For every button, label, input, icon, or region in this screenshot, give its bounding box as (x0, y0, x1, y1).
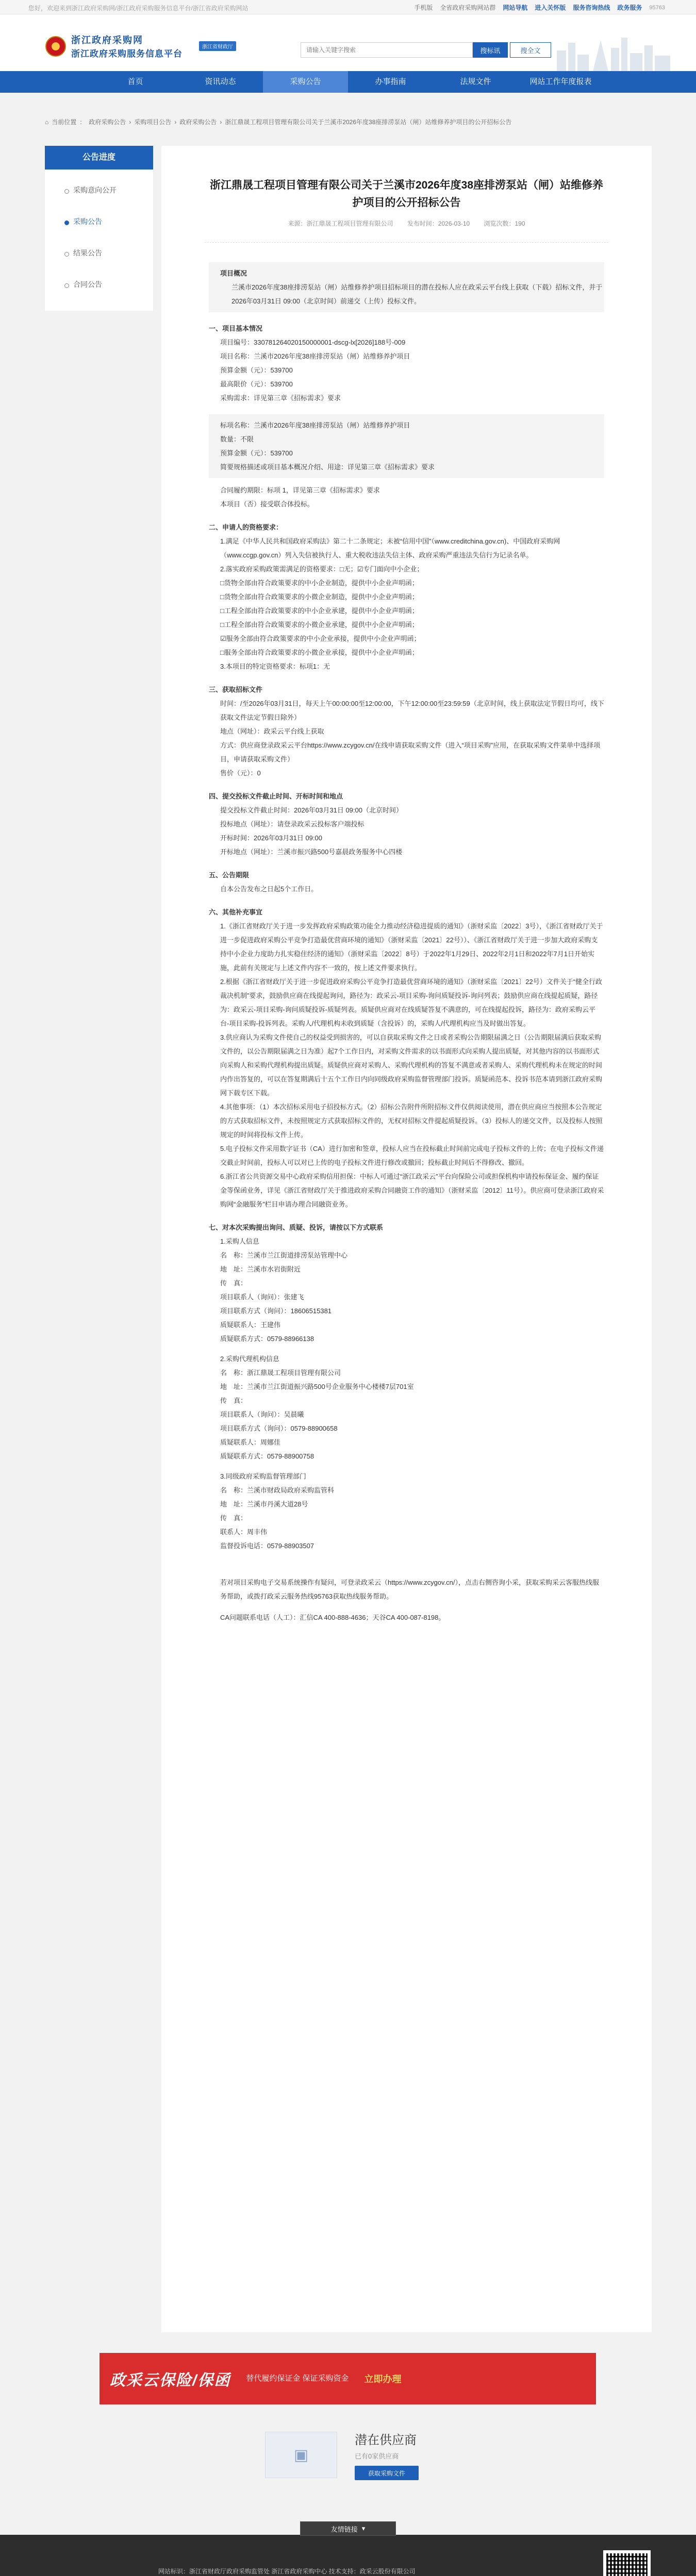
article-panel (161, 146, 652, 2332)
sidebar-item-announcement[interactable]: 采购公告 (45, 206, 153, 238)
contact-line: 传 真： (220, 1279, 247, 1287)
contact-line: 地 址：兰溪市丹溪大道28号 (220, 1500, 308, 1508)
hotline-number: 95763 (649, 4, 665, 11)
section-line: 3.本项目的特定资格要求：标项1：无 (220, 663, 330, 670)
contact-line: 质疑联系人：王建伟 (220, 1321, 281, 1329)
contact-line: 地 址：兰溪市水岩街附近 (220, 1265, 301, 1273)
wechat-qr-code-icon (603, 2550, 651, 2576)
breadcrumb-current: 浙江鼎晟工程项目管理有限公司关于兰溪市2026年度38座排涝泵站（闸）站维修养护项目的公开招标公告 (225, 118, 512, 126)
section-title: 二、申请人的资格要求： (209, 523, 283, 531)
national-emblem-icon (45, 36, 66, 57)
contact-line: 质疑联系人：周娜佳 (220, 1438, 281, 1446)
site-logo[interactable] (45, 33, 183, 59)
progress-sidebar (45, 146, 153, 311)
lot-line: 标项名称：兰溪市2026年度38座排涝泵站（闸）站维修养护项目 (220, 421, 410, 429)
section-line: 3.供应商认为采购文件使自己的权益受到损害的，可以自获取采购文件之日或者采购公告期限届满之日（公告期限届满后获取采购文件的，以公告期限届满之日为准）起7个工作日内，对采购文件需求的以书面形式向采购人提出质疑，对其他内容的以书面形式向采购人和采购代理机构提出质疑。质疑供应商对采购人、采购代理机构的答复不满意或者采购人、采购代理机构未在规定的时间内作出答复的，可以在答复期满后十五个工作日内向同级政府采购监督管理部门投诉。质疑函范本、投诉书范本请到浙江政府采购网下载专区下载。 (220, 1033, 603, 1097)
sidebar-title: 公告进度 (45, 146, 153, 170)
gov-service-link[interactable]: 政务服务 (617, 4, 642, 11)
banner-cta[interactable]: 立即办理 (364, 2374, 402, 2384)
lot-line: 预算金额（元）：539700 (220, 449, 293, 457)
lot-line: 简要规格描述或项目基本概况介绍、用途：详见第三章《招标需求》要求 (220, 463, 435, 471)
section-line: 合同履约期限：标项 1，详见第三章《招标需求》要求 (220, 486, 380, 494)
section-line: ☑服务全部由符合政策要求的中小企业承接，提供中小企业声明函； (220, 635, 421, 642)
nav-news[interactable]: 资讯动态 (205, 77, 236, 86)
article-views: 浏览次数：190 (484, 220, 525, 227)
hotline-link[interactable]: 服务咨询热线 (573, 4, 610, 11)
section-line: 投标地点（网址）：请登录政采云投标客户端投标 (220, 820, 364, 828)
section-line: 预算金额（元）：539700 (220, 366, 293, 374)
contact-line: 监督投诉电话：0579-88903507 (220, 1542, 314, 1550)
contact-line: 传 真： (220, 1514, 247, 1522)
article-title: 浙江鼎晟工程项目管理有限公司关于兰溪市2026年度38座排涝泵站（闸）站维修养护项目的公开招标公告 (209, 179, 604, 209)
section-title: 五、公告期限 (209, 871, 250, 879)
skyline-illustration-icon (552, 30, 675, 71)
breadcrumb-item[interactable]: 政府采购公告 (89, 118, 126, 126)
contact-line: 联系人：周丰伟 (220, 1528, 268, 1536)
section-title: 四、提交投标文件截止时间、开标时间和地点 (209, 792, 343, 800)
section-line: 1.满足《中华人民共和国政府采购法》第二十二条规定；未被“信用中国”（www.creditchina.gov.cn)、中国政府采购网（www.ccgp.gov.cn）列入失信被执行人、重大税收违法失信主体、政府采购严重违法失信行为记录名单。 (220, 537, 560, 559)
section-line: 4.其他事项：（1）本次招标采用电子招投标方式。（2）招标公告附件所附招标文件仅供阅读使用，潜在供应商应当按照本公告规定的方式获取招标文件，未按照规定方式获取招标文件的，无权对招标文件提起质疑投诉。（3）投标人的递交文件，以及投标人按照规定的时间将投标文件上传。 (220, 1103, 603, 1139)
section-line: 项目编号：330781264020150000001-dscg-lx[2026]188号-009 (220, 338, 406, 346)
banner-subtitle: 替代履约保证金 保证采购资金 (246, 2374, 349, 2383)
section-line: 5.电子投标文件采用数字证书（CA）进行加密和签章，投标人应当在投标截止时间前完成电子投标文件的上传；在电子投标文件递交截止时间前，投标人可以对已上传的电子投标文件进行修改或撤回；投标截止时间后不得修改、撤回。 (220, 1145, 604, 1166)
sidebar-item-contract[interactable]: 合同公告 (45, 269, 153, 300)
contact-line: 质疑联系方式：0579-88966138 (220, 1335, 314, 1343)
section-line: 地点（网址）：政采云平台线上获取 (220, 727, 324, 735)
site-header (0, 14, 696, 71)
section-title: 三、获取招标文件 (209, 686, 263, 693)
summary-box (209, 262, 604, 312)
section-title: 六、其他补充事宜 (209, 908, 263, 916)
article-source: 来源：浙江鼎晟工程项目管理有限公司 (288, 220, 393, 227)
main-nav (0, 71, 696, 93)
section-title: 七、对本次采购提出询问、质疑、投诉，请按以下方式联系 (209, 1224, 384, 1231)
top-notice: 您好，欢迎来到浙江政府采购网/浙江政府采购服务信息平台/浙江省政府采购网站 (28, 5, 248, 12)
section-line: 售价（元）：0 (220, 769, 261, 777)
section-line: 2.根据《浙江省财政厅关于进一步促进政府采购公平竞争打造最优营商环境的通知》（浙财采监〔2021〕22号）文件关于“健全行政裁决机制”要求，鼓励供应商在线提起询问，路径为：政采云-项目采购-询问质疑投诉-询问列表；鼓励供应商在线提起质疑，路径为：政采云-项目采购-询问质疑投诉-质疑列表。质疑供应商对在线质疑答复不满意的，可在线提起投诉，路径为：政府采购云平台-项目采购-投诉列表。采购人/代理机构未收到质疑（含投诉）的，采购人/代理机构应当及时做出答复。 (220, 978, 603, 1027)
chevron-down-icon: ▾ (361, 2524, 366, 2532)
home-icon: ⌂ (45, 118, 49, 126)
care-mode-link[interactable]: 进入关怀版 (535, 4, 566, 11)
search-bid-button[interactable]: 搜标讯 (473, 42, 508, 58)
supplier-title: 潜在供应商 (355, 2433, 417, 2447)
section-line: 方式：供应商登录政采云平台https://www.zcygov.cn/在线申请获取采购文件（进入“项目采购”应用，在获取采购文件菜单中选择项目，申请获取采购文件） (220, 741, 601, 763)
sidebar-item-result[interactable]: 结果公告 (45, 238, 153, 269)
top-bar (0, 0, 696, 14)
contact-line: 项目联系人（询问）：吴晨曦 (220, 1411, 304, 1418)
contact-line: 项目联系方式（询问）：0579-88900658 (220, 1425, 338, 1432)
section-line: □货物全部由符合政策要求的小微企业制造，提供中小企业声明函； (220, 593, 419, 601)
footer-line: 网站标识：浙江省财政厅政府采购监管处 浙江省政府采购中心 技术支持：政采云股份有限公司 (158, 2568, 416, 2575)
logo-subtitle: 浙江政府采购服务信息平台 (71, 49, 183, 59)
nav-annual-report[interactable]: 网站工作年度报表 (529, 77, 592, 86)
section-line: 最高限价（元）：539700 (220, 380, 293, 388)
breadcrumb-item[interactable]: 采购项目公告 (134, 118, 172, 126)
section-line: □工程全部由符合政策要求的中小企业承建，提供中小企业声明函； (220, 607, 419, 615)
logo-tag: 浙江省财政厅 (199, 41, 236, 51)
contact-line: 名 称：兰溪市兰江街道排涝泵站管理中心 (220, 1251, 348, 1259)
section-line: 采购需求：详见第三章《招标需求》要求 (220, 394, 341, 402)
nav-guide[interactable]: 办事指南 (375, 77, 406, 86)
search-bar (301, 42, 551, 58)
breadcrumb: ⌂ 当前位置 ： 政府采购公告 › 采购项目公告 › 政府采购公告 › 浙江鼎晟工程项目管理有限公司关于兰溪市2026年度38座排涝泵站（闸）站维修养护项目的公开招标公告 (45, 118, 512, 126)
supplier-illustration-icon: ▣ (265, 2432, 337, 2478)
contact-line: 项目联系方式（询问）：18606515381 (220, 1307, 332, 1315)
summary-text: 兰溪市2026年度38座排涝泵站（闸）站维修养护项目招标项目的潜在投标人应在政采云平台线上获取（下载）招标文件，并于2026年03月31日 09:00（北京时间）前递交（上传）投标文件。 (231, 283, 603, 305)
insurance-banner[interactable] (100, 2353, 596, 2404)
supplier-count: 已有0家供应商 (355, 2452, 399, 2460)
contact-line: 名 称：兰溪市财政局政府采购监管科 (220, 1486, 335, 1494)
help-note: 若对项目采购电子交易系统操作有疑问，可登录政采云（https://www.zcygov.cn/），点击右侧咨询小采，获取采购采云客服热线服务帮助，或拨打政采云服务热线95763获取热线服务帮助。 (220, 1579, 600, 1600)
search-input[interactable] (301, 42, 473, 58)
section-line: □服务全部由符合政策要求的小微企业承接，提供中小企业声明函； (220, 649, 419, 656)
breadcrumb-label: 当前位置 (52, 118, 77, 126)
sidebar-item-intent[interactable]: 采购意向公开 (45, 175, 153, 206)
site-footer (0, 2535, 696, 2576)
top-links (414, 3, 665, 12)
section-line: □工程全部由符合政策要求的小微企业承建，提供中小企业声明函； (220, 621, 419, 629)
breadcrumb-item[interactable]: 政府采购公告 (179, 118, 217, 126)
contact-line: 传 真： (220, 1397, 247, 1404)
nav-announcements[interactable]: 采购公告 (263, 71, 348, 93)
nav-regulations[interactable]: 法规文件 (460, 77, 491, 86)
ca-note: CA问题联系电话（人工）：汇信CA 400-888-4636；天谷CA 400-087-8198。 (220, 1614, 445, 1621)
summary-title: 项目概况 (220, 269, 247, 277)
contact-line: 名 称：浙江鼎晟工程项目管理有限公司 (220, 1369, 341, 1377)
article-meta (161, 219, 652, 228)
site-nav-link[interactable]: 网站导航 (503, 4, 528, 11)
section-line: 项目名称：兰溪市2026年度38座排涝泵站（闸）站维修养护项目 (220, 352, 410, 360)
section-line: 时间：/至2026年03月31日，每天上午00:00:00至12:00:00，下午12:00:00至23:59:59（北京时间，线上获取法定节假日均可，线下获取文件法定节假日除外） (220, 700, 604, 721)
section-line: 开标地点（网址）：兰溪市振兴路500号嘉晨政务服务中心四楼 (220, 848, 403, 856)
banner-title: 政采云保险/保函 (110, 2372, 231, 2389)
section-line: 2.落实政府采购政策需满足的资格要求：□无；☑专门面向中小企业； (220, 565, 424, 573)
contact-line: 地 址：兰溪市兰江街道振兴路500号企业服务中心楼楼7层701室 (220, 1383, 414, 1391)
logo-title: 浙江政府采购网 (71, 35, 143, 46)
lot-line: 数量：不限 (220, 435, 254, 443)
section-line: 1.《浙江省财政厅关于进一步发挥政府采购政策功能全力推动经济稳进提质的通知》（浙财采监〔2022〕3号），《浙江省财政厅关于进一步促进政府采购公平竞争打造最优营商环境的通知》（浙财采监〔2021〕22号））、《浙江省财政厅关于进一步加大政府采购支持中小企业力度助力扎实稳住经济的通知》（浙财采监〔2022〕8号）于2022年1月29日、2022年2月1日和2022年7月1日开始实施，此前有关规定与上述文件内容不一致的，按上述文件要求执行。 (220, 922, 603, 972)
site-group-link[interactable]: 全省政府采购网站群 (440, 4, 496, 11)
section-line: □货物全部由符合政策要求的中小企业制造，提供中小企业声明函； (220, 579, 419, 587)
get-tender-doc-button[interactable]: 获取采购文件 (355, 2466, 419, 2480)
contact-title: 1.采购人信息 (220, 1238, 259, 1245)
friend-links-label: 友情链接 (330, 2525, 358, 2533)
article-body (161, 243, 652, 1624)
article-time: 发布时间：2026-03-10 (407, 220, 470, 227)
contact-line: 项目联系人（询问）：张建飞 (220, 1293, 304, 1301)
contact-line: 质疑联系方式：0579-88900758 (220, 1452, 314, 1460)
potential-supplier-box (265, 2430, 419, 2480)
lot-box (209, 414, 604, 478)
section-line: 自本公告发布之日起5个工作日。 (220, 885, 318, 893)
mobile-link[interactable]: 手机版 (414, 4, 433, 11)
section-line: 6.浙江省公共资源交易中心政府采购信用担保：中标人可通过“浙江政采云”平台向保险公司或担保机构申请投标保证金、履约保证金等保函业务，详见《浙江省财政厅关于推进政府采购合同融资工作的通知》（浙财采监〔2012〕11号）。供应商可登录浙江政府采购网“金融服务”栏目申请办理合同融资业务。 (220, 1173, 604, 1208)
footer-info (158, 2566, 476, 2576)
section-line: 本项目（否）接受联合体投标。 (220, 500, 314, 508)
contact-title: 2.采购代理机构信息 (220, 1355, 279, 1363)
section-line: 开标时间：2026年03月31日 09:00 (220, 834, 322, 842)
nav-home[interactable]: 首页 (127, 77, 143, 86)
section-line: 提交投标文件截止时间：2026年03月31日 09:00（北京时间） (220, 806, 403, 814)
search-fulltext-button[interactable]: 搜全文 (510, 42, 551, 58)
contact-title: 3.同级政府采购监督管理部门 (220, 1472, 306, 1480)
section-title: 一、项目基本情况 (209, 325, 263, 332)
friend-links-toggle[interactable] (300, 2521, 396, 2536)
